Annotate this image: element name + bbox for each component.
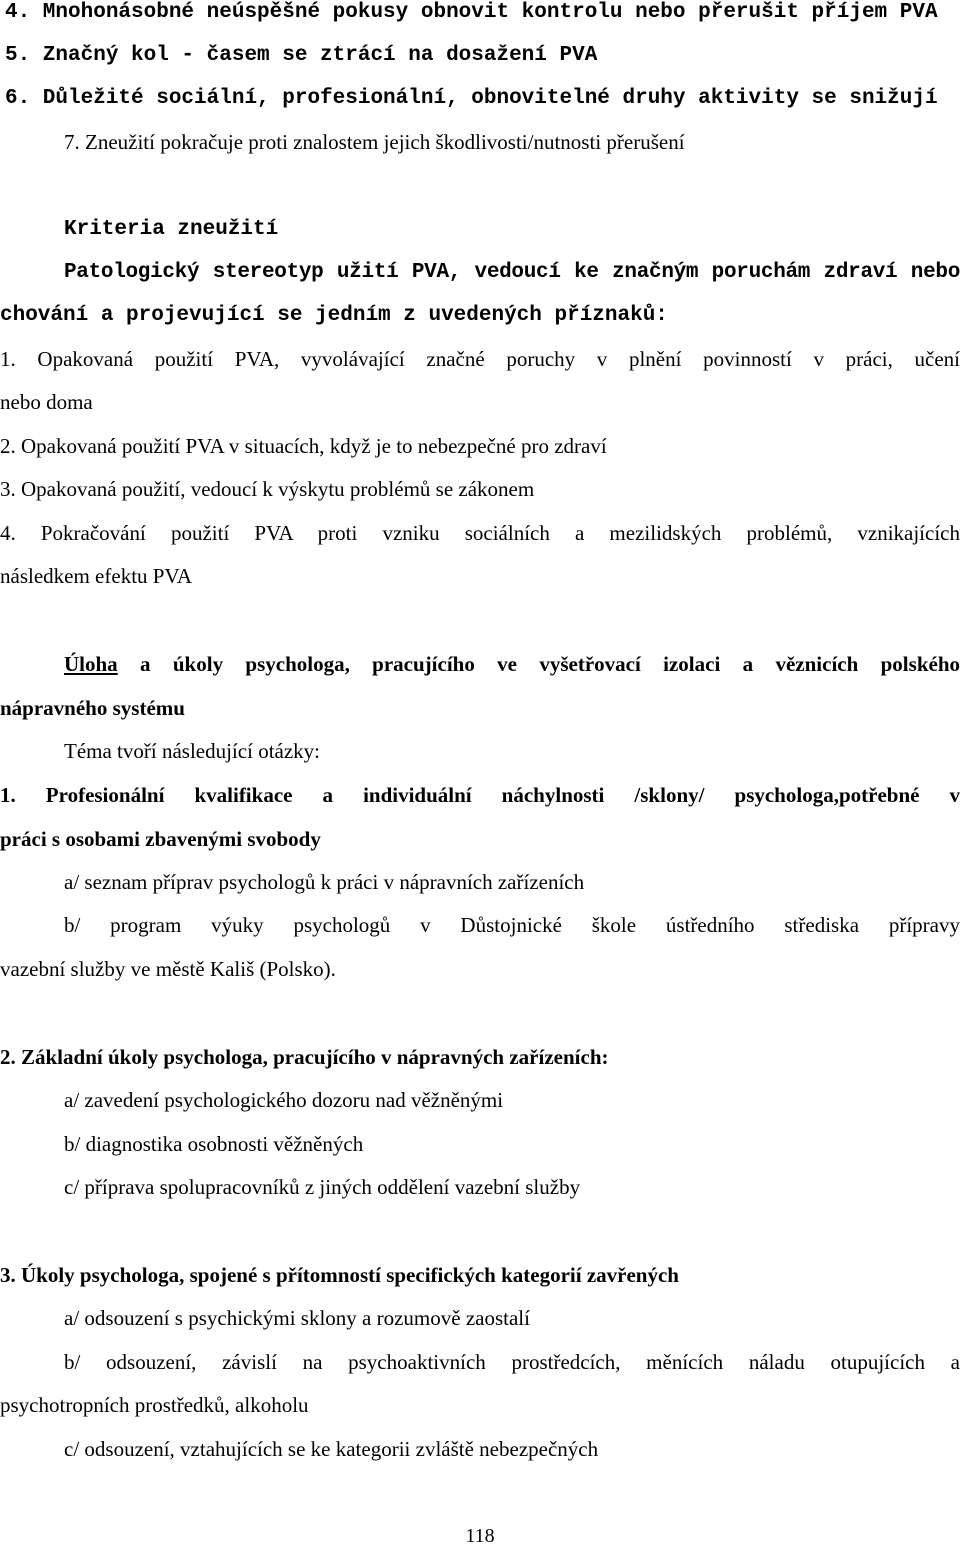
top-list-item-6: 6. Důležité sociální, profesionální, obnovitelné druhy aktivity se snižují	[5, 87, 938, 110]
q2-heading: 2. Základní úkoly psychologa, pracujícího v nápravných zařízeních:	[0, 1045, 609, 1069]
top-list-item-7: 7. Zneužití pokračuje proti znalostem jejich škodlivosti/nutnosti přerušení	[64, 130, 685, 154]
section-subtitle: Téma tvoří následující otázky:	[64, 739, 320, 763]
top-list-item-5: 5. Značný kol - časem se ztrácí na dosažení PVA	[5, 44, 598, 67]
section-title-line1	[0, 651, 960, 677]
q2-item-a: a/ zavedení psychologického dozoru nad věžněnými	[64, 1088, 504, 1112]
criteria-item-1-line1: 1. Opakovaná použití PVA, vyvolávající značné poruchy v plnění povinností v práci, učení	[0, 347, 960, 371]
section-title-line2: nápravného systému	[0, 696, 185, 720]
criteria-item-3: 3. Opakovaná použití, vedoucí k výskytu problémů se zákonem	[0, 477, 535, 501]
criteria-intro-line2: chování a projevující se jedním z uvedených příznaků:	[0, 304, 668, 327]
q3-heading: 3. Úkoly psychologa, spojené s přítomností specifických kategorií zavřených	[0, 1263, 679, 1287]
q1-item-b-line2: vazební služby ve městě Kališ (Polsko).	[0, 957, 336, 981]
criteria-item-4-line2: následkem efektu PVA	[0, 564, 193, 588]
q1-item-b-line1: b/ program výuky psychologů v Důstojnické škole ústředního střediska přípravy	[64, 913, 960, 937]
q3-item-b-line2: psychotropních prostředků, alkoholu	[0, 1393, 309, 1417]
criteria-heading: Kriteria zneužití	[64, 218, 279, 241]
q2-item-b: b/ diagnostika osobnosti věžněných	[64, 1132, 364, 1156]
q3-item-c: c/ odsouzení, vztahujících se ke kategorii zvláště nebezpečných	[64, 1437, 599, 1461]
section-title-rest: a úkoly psychologa, pracujícího ve vyšetřovací izolaci a věznicích polského	[140, 652, 960, 676]
q1-heading-line2: práci s osobami zbavenými svobody	[0, 827, 321, 851]
top-list-item-4: 4. Mnohonásobné neúspěšné pokusy obnovit kontrolu nebo přerušit příjem PVA	[5, 1, 938, 24]
q3-item-a: a/ odsouzení s psychickými sklony a rozumově zaostalí	[64, 1306, 530, 1330]
q2-item-c: c/ příprava spolupracovníků z jiných oddělení vazební služby	[64, 1175, 581, 1199]
q1-item-a: a/ seznam příprav psychologů k práci v nápravních zařízeních	[64, 870, 585, 894]
criteria-intro-line1: Patologický stereotyp užití PVA, vedoucí ke značným poruchám zdraví nebo	[64, 261, 960, 284]
q1-heading-line1: 1. Profesionální kvalifikace a individuální náchylnosti /sklony/ psychologa,potřebné v	[0, 783, 960, 807]
criteria-item-2: 2. Opakovaná použití PVA v situacích, když je to nebezpečné pro zdraví	[0, 434, 607, 458]
criteria-item-1-line2: nebo doma	[0, 390, 93, 414]
page-number: 118	[465, 1525, 495, 1547]
section-title-underlined-word: Úloha	[64, 652, 118, 676]
q3-item-b-line1: b/ odsouzení, závislí na psychoaktivních prostředcích, měnících náladu otupujících a	[64, 1350, 960, 1374]
criteria-item-4-line1: 4. Pokračování použití PVA proti vzniku sociálních a mezilidských problémů, vznikajících	[0, 521, 960, 545]
